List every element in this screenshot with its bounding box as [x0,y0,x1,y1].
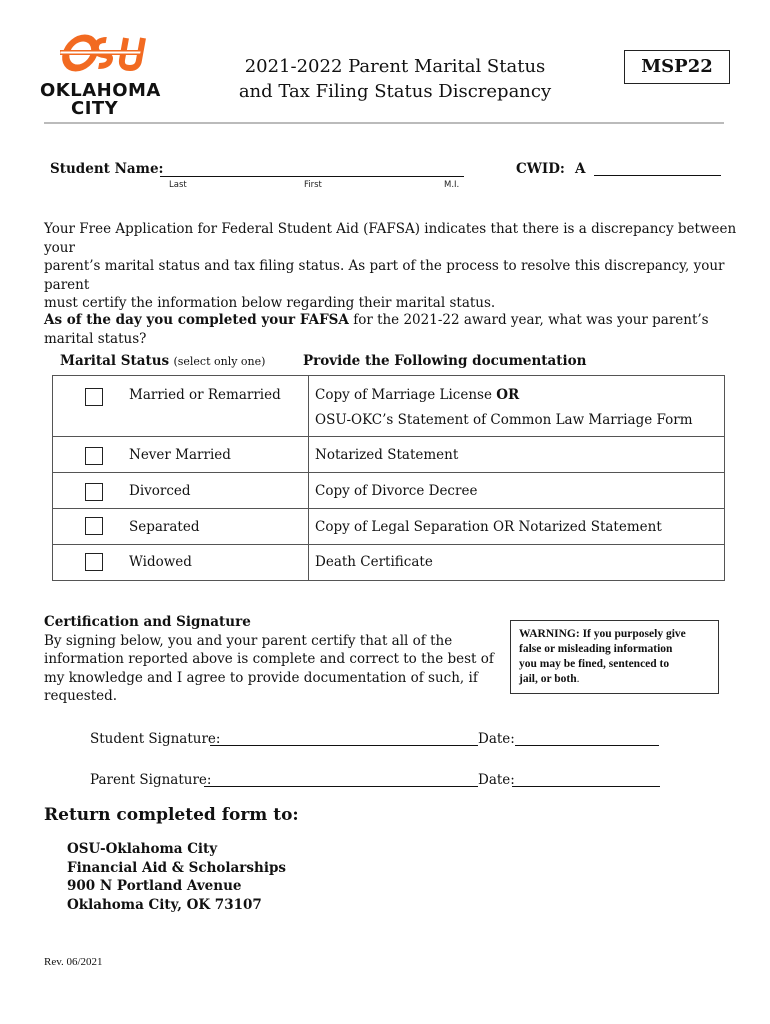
intro-paragraph [44,220,770,313]
cwid-label: CWID: [516,161,565,177]
cwid-prefix: A [575,161,586,177]
table-row [53,437,725,473]
table-row [53,509,725,545]
warning-line2: false or misleading information [519,643,673,655]
cwid-field[interactable] [594,175,721,176]
marital-status-table [52,375,725,581]
warning-box [510,620,719,694]
status-label: Never Married [115,437,309,473]
student-name-field[interactable] [160,176,464,177]
sub-label-first: First [304,180,322,190]
intro-line3: must certify the information below regarding their marital status. [44,295,496,311]
certification-section [44,613,494,706]
col-header-note: (select only one) [173,355,266,368]
checkbox-separated[interactable] [85,517,103,535]
table-row [53,473,725,509]
logo-text-oklahoma: OKLAHOMA [40,80,161,101]
marital-status-question [44,311,709,348]
form-title [230,54,560,104]
warning-line4: jail, or both [519,673,577,685]
certification-line4: requested. [44,688,118,704]
student-date-label: Date: [478,731,515,747]
doc-label-or: OR [496,387,520,403]
return-heading: Return completed form to: [44,805,299,825]
status-label: Married or Remarried [115,376,309,437]
table-row [53,376,725,437]
student-signature-field[interactable] [210,745,478,746]
status-label: Divorced [115,473,309,509]
question-line2: marital status? [44,330,147,347]
certification-line3: my knowledge and I agree to provide documentation of such, if [44,669,478,686]
col-header-documentation: Provide the Following documentation [303,353,587,369]
certification-line1: By signing below, you and your parent certify that all of the [44,632,453,649]
form-code-box: MSP22 [624,50,730,84]
checkbox-never-married[interactable] [85,447,103,465]
checkbox-married[interactable] [85,388,103,406]
intro-line1: Your Free Application for Federal Student Aid (FAFSA) indicates that there is a discrepancy between your [44,221,737,256]
question-bold: As of the day you completed your FAFSA [44,312,349,328]
osu-logo-mark-icon [60,30,152,78]
doc-label: Death Certificate [309,545,725,581]
header-divider [44,122,724,124]
doc-label: Notarized Statement [309,437,725,473]
return-address [67,840,286,914]
doc-label-alt: OSU-OKC’s Statement of Common Law Marriage Form [315,412,693,428]
form-title-line2: and Tax Filing Status Discrepancy [238,81,552,102]
address-line4: Oklahoma City, OK 73107 [67,896,262,913]
question-rest: for the 2021-22 award year, what was your parent’s [348,312,709,328]
intro-line2: parent’s marital status and tax filing status. As part of the process to resolve this discrepancy, your parent [44,258,725,293]
doc-label: Copy of Legal Separation OR Notarized Statement [309,509,725,545]
doc-label: Copy of Divorce Decree [309,473,725,509]
status-label: Widowed [115,545,309,581]
parent-date-field[interactable] [512,786,660,787]
student-name-label: Student Name: [50,161,164,177]
certification-line2: information reported above is complete and correct to the best of [44,651,494,667]
logo-text-city: CITY [71,98,119,119]
doc-cell [309,376,725,437]
status-label: Separated [115,509,309,545]
checkbox-widowed[interactable] [85,553,103,571]
parent-signature-label: Parent Signature: [90,772,212,788]
table-row [53,545,725,581]
student-signature-label: Student Signature: [90,731,221,747]
address-line2: Financial Aid & Scholarships [67,859,287,876]
warning-line3: you may be fined, sentenced to [519,658,670,670]
doc-label: Copy of Marriage License [315,387,497,403]
address-line1: OSU-Oklahoma City [67,841,218,857]
sub-label-last: Last [169,180,187,190]
certification-heading: Certification and Signature [44,614,251,630]
form-title-line1: 2021-2022 Parent Marital Status [244,56,546,77]
revision-date: Rev. 06/2021 [44,956,103,968]
sub-label-mi: M.I. [444,180,460,190]
parent-date-label: Date: [478,772,515,788]
address-line3: 900 N Portland Avenue [67,878,242,894]
warning-end: . [576,673,580,685]
student-date-field[interactable] [515,745,659,746]
warning-line1: WARNING: If you purposely give [519,628,686,640]
parent-signature-field[interactable] [204,786,478,787]
col-header-marital-status: Marital Status (select only one) [60,353,266,369]
checkbox-divorced[interactable] [85,483,103,501]
